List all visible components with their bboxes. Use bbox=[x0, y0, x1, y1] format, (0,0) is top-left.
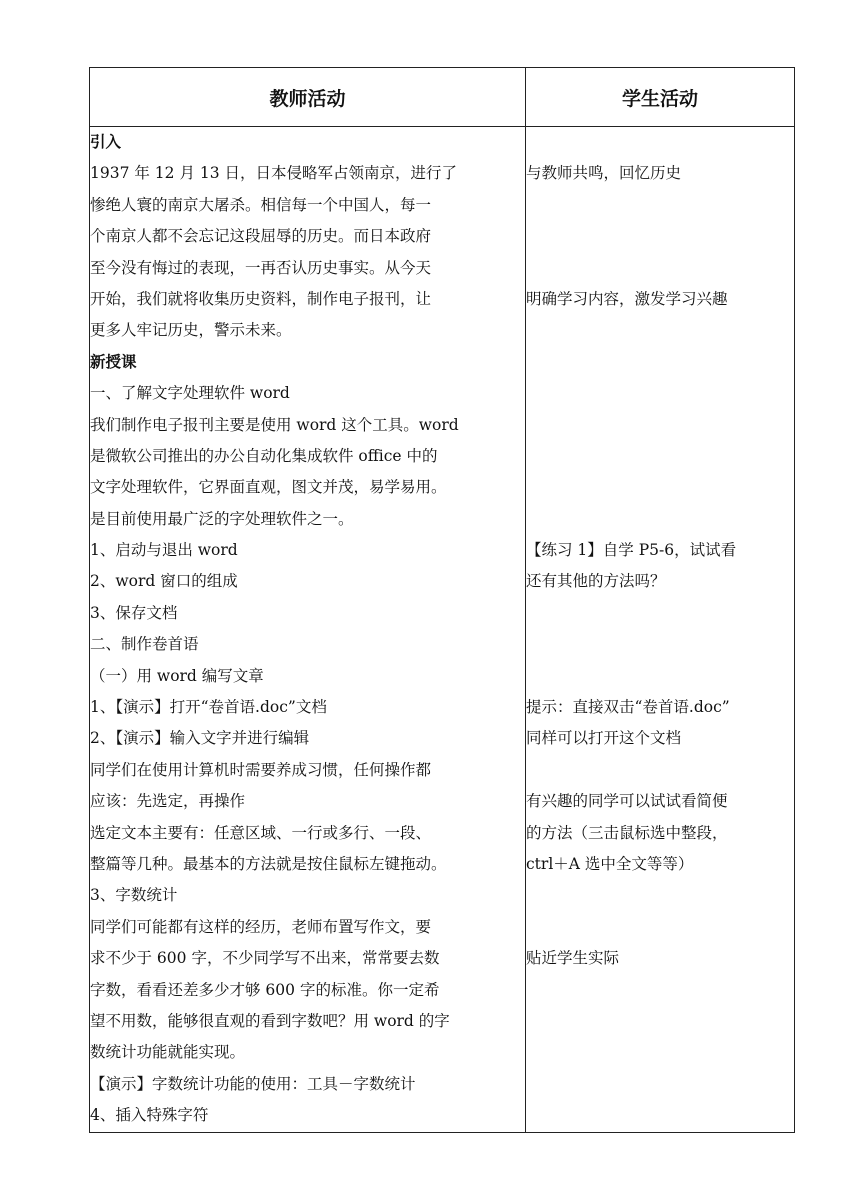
student-text-line bbox=[526, 410, 794, 441]
teacher-text-line: 1937 年 12 月 13 日，日本侵略军占领南京，进行了 bbox=[90, 164, 458, 183]
teacher-text-line: 是微软公司推出的办公自动化集成软件 office 中的 bbox=[90, 446, 438, 465]
teacher-text-line: 选定文本主要有：任意区域、一行或多行、一段、 bbox=[90, 823, 432, 842]
teacher-text-line: 新授课 bbox=[90, 352, 137, 371]
teacher-text-line: 望不用数，能够很直观的看到字数吧？用 word 的字 bbox=[90, 1011, 450, 1030]
teacher-activity-header: 教师活动 bbox=[90, 68, 526, 127]
student-text-line: ctrl＋A 选中全文等等） bbox=[526, 854, 694, 873]
student-text-line: 有兴趣的同学可以试试看简便 bbox=[526, 792, 728, 811]
teacher-text-line: 同学们可能都有这样的经历，老师布置写作文，要 bbox=[90, 917, 432, 936]
teacher-lines bbox=[90, 127, 525, 1132]
teacher-text-line: 应该：先选定，再操作 bbox=[90, 792, 246, 811]
student-text-line bbox=[526, 661, 794, 692]
lesson-plan-table bbox=[89, 67, 795, 1133]
teacher-text-line: 数统计功能就能实现。 bbox=[90, 1043, 246, 1062]
student-text-line bbox=[526, 315, 794, 346]
teacher-text-line: 1、启动与退出 word bbox=[90, 541, 238, 560]
student-text-line: 与教师共鸣，回忆历史 bbox=[526, 164, 682, 183]
teacher-text-line: 2、【演示】输入文字并进行编辑 bbox=[90, 729, 310, 748]
student-text-line bbox=[526, 441, 794, 472]
teacher-text-line: 【演示】字数统计功能的使用：工具－字数统计 bbox=[90, 1074, 416, 1093]
teacher-text-line: （一）用 word 编写文章 bbox=[90, 666, 264, 685]
student-text-line bbox=[526, 253, 794, 284]
teacher-text-line: 3、字数统计 bbox=[90, 886, 178, 905]
teacher-text-line: 开始，我们就将收集历史资料，制作电子报刊，让 bbox=[90, 289, 432, 308]
teacher-activity-cell bbox=[90, 127, 526, 1133]
student-text-line bbox=[526, 347, 794, 378]
teacher-text-line: 3、保存文档 bbox=[90, 603, 178, 622]
student-text-line bbox=[526, 598, 794, 629]
student-text-line: 明确学习内容，激发学习兴趣 bbox=[526, 289, 728, 308]
teacher-text-line: 一、了解文字处理软件 word bbox=[90, 384, 290, 403]
teacher-text-line: 至今没有悔过的表现，一再否认历史事实。从今天 bbox=[90, 258, 432, 277]
student-activity-cell bbox=[526, 127, 795, 1133]
table-body-row bbox=[90, 127, 795, 1133]
student-text-line: 同样可以打开这个文档 bbox=[526, 729, 682, 748]
teacher-text-line: 文字处理软件，它界面直观，图文并茂，易学易用。 bbox=[90, 478, 447, 497]
teacher-text-line: 同学们在使用计算机时需要养成习惯，任何操作都 bbox=[90, 760, 432, 779]
student-text-line bbox=[526, 880, 794, 911]
teacher-text-line: 二、制作卷首语 bbox=[90, 635, 199, 654]
student-text-line bbox=[526, 912, 794, 943]
student-text-line: 的方法（三击鼠标选中整段， bbox=[526, 823, 728, 842]
teacher-text-line: 字数，看看还差多少才够 600 字的标准。你一定希 bbox=[90, 980, 440, 999]
teacher-text-line: 惨绝人寰的南京大屠杀。相信每一个中国人，每一 bbox=[90, 195, 432, 214]
student-text-line: 贴近学生实际 bbox=[526, 949, 620, 968]
student-text-line bbox=[526, 378, 794, 409]
student-activity-header: 学生活动 bbox=[526, 68, 795, 127]
teacher-text-line: 整篇等几种。最基本的方法就是按住鼠标左键拖动。 bbox=[90, 854, 447, 873]
student-text-line bbox=[526, 221, 794, 252]
student-text-line bbox=[526, 190, 794, 221]
student-text-line bbox=[526, 629, 794, 660]
student-text-line: 【练习 1】自学 P5-6，试试看 bbox=[526, 541, 737, 560]
student-lines bbox=[526, 127, 794, 975]
teacher-text-line: 个南京人都不会忘记这段屈辱的历史。而日本政府 bbox=[90, 227, 432, 246]
student-text-line bbox=[526, 472, 794, 503]
teacher-text-line: 我们制作电子报刊主要是使用 word 这个工具。word bbox=[90, 415, 459, 434]
student-text-line bbox=[526, 755, 794, 786]
teacher-text-line: 更多人牢记历史，警示未来。 bbox=[90, 321, 292, 340]
student-text-line: 还有其他的方法吗？ bbox=[526, 572, 666, 591]
table-header-row bbox=[90, 68, 795, 127]
teacher-text-line: 2、word 窗口的组成 bbox=[90, 572, 238, 591]
teacher-text-line: 4、插入特殊字符 bbox=[90, 1106, 209, 1125]
teacher-text-line: 是目前使用最广泛的字处理软件之一。 bbox=[90, 509, 354, 528]
student-text-line: 提示：直接双击“卷首语.doc” bbox=[526, 698, 730, 717]
teacher-text-line: 1、【演示】打开“卷首语.doc”文档 bbox=[90, 698, 327, 717]
teacher-text-line: 引入 bbox=[90, 133, 122, 151]
student-text-line bbox=[526, 504, 794, 535]
teacher-text-line: 求不少于 600 字，不少同学写不出来，常常要去数 bbox=[90, 949, 440, 968]
student-text-line bbox=[526, 127, 794, 158]
